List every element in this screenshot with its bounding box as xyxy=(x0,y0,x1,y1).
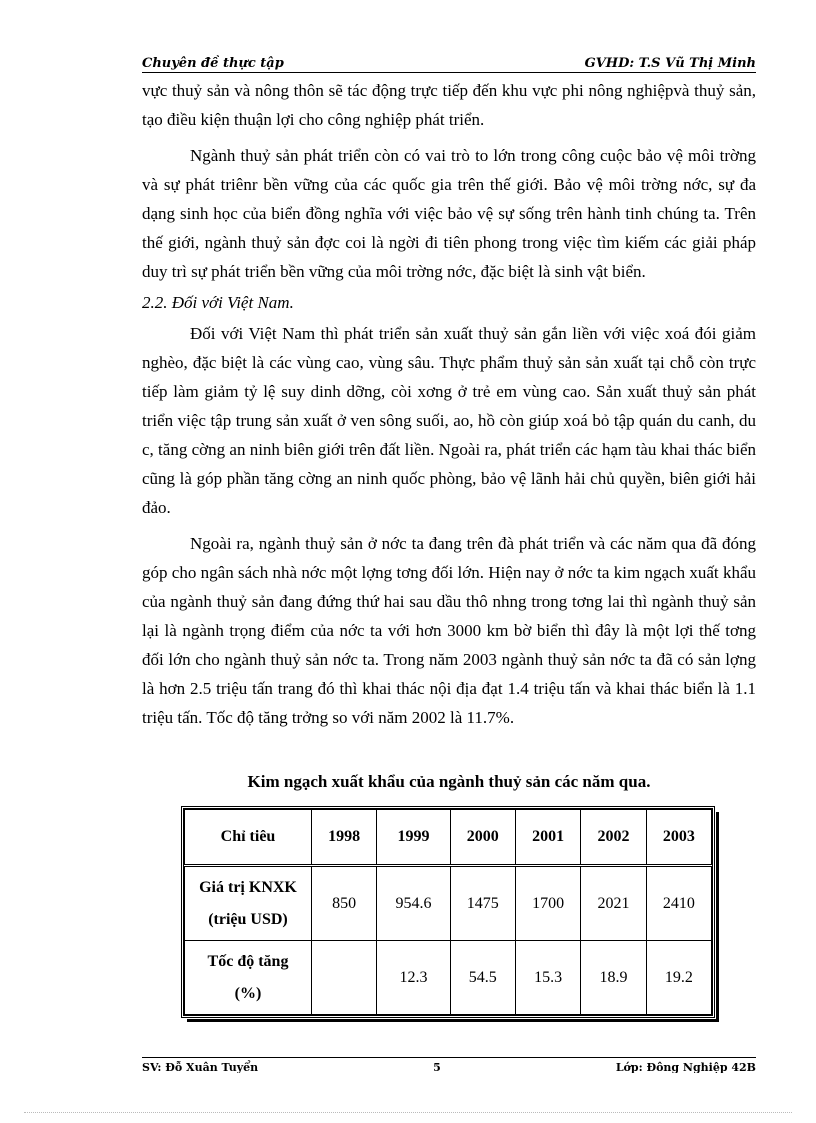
table-cell: 2410 xyxy=(646,866,711,941)
table-cell: 54.5 xyxy=(450,941,515,1015)
header-cell-year: 2001 xyxy=(515,810,580,866)
header-cell-label: Chỉ tiêu xyxy=(185,810,312,866)
footer-right: Lớp: Đông Nghiệp 42B xyxy=(615,1061,756,1073)
header-cell-year: 2002 xyxy=(581,810,646,866)
header-cell-year: 2000 xyxy=(450,810,515,866)
table-cell: 15.3 xyxy=(515,941,580,1015)
table-cell: 1475 xyxy=(450,866,515,941)
table-cell: 18.9 xyxy=(581,941,646,1015)
row-label-line: Tốc độ tăng xyxy=(207,952,289,970)
paragraph-4: Ngoài ra, ngành thuỷ sản ở nớc ta đang trên đà phát triển và các năm qua đã đóng góp cho ngân sách nhà nớc một lợng tơng đối lớn. Hiện nay ở nớc ta kim ngạch xuất khẩu của ngành thuỷ sản đang đứng thứ hai sau dầu thô nhng trong tơng lai thì ngành thuỷ sản lại là ngành trọng điểm của nớc ta với hơn 3000 km bờ biển thì đây là một lợi thế tơng đối lớn cho ngành thuỷ sản nớc ta. Trong năm 2003 ngành thuỷ sản nớc ta đã có sản lợng là hơn 2.5 triệu tấn trang đó thì khai thác nội địa đạt 1.4 triệu tấn và khai thác biển là 1.1 triệu tấn. Tốc độ tăng trởng so với năm 2002 là 11.7%. xyxy=(142,534,756,727)
page-number: 5 xyxy=(433,1061,441,1073)
page-edge-divider xyxy=(24,1112,792,1113)
table-cell xyxy=(312,941,377,1015)
footer-left: SV: Đỗ Xuân Tuyển xyxy=(142,1061,259,1073)
page-header xyxy=(142,52,756,73)
table-cell: 850 xyxy=(312,866,377,941)
table-row xyxy=(185,941,712,1015)
table-row xyxy=(185,866,712,941)
row-label-line: (triệu USD) xyxy=(208,910,288,928)
header-cell-year: 1998 xyxy=(312,810,377,866)
table-title: Kim ngạch xuất khẩu của ngành thuỷ sản các năm qua. xyxy=(247,772,651,791)
header-left: Chuyên đề thực tập xyxy=(142,56,284,71)
paragraph-2: Ngành thuỷ sản phát triển còn có vai trò to lớn trong công cuộc bảo vệ môi trờng và sự phát triênr bền vững của các quốc gia trên thế giới. Bảo vệ môi trờng nớc, sự đa dạng sinh học của biển đồng nghĩa với việc bảo vệ sự sống trên hành tinh chúng ta. Trên thế giới, ngành thuỷ sản đợc coi là ngời đi tiên phong trong việc tìm kiếm các giải pháp duy trì sự phát triển bền vững của môi trờng nớc, đặc biệt là sinh vật biển. xyxy=(142,146,756,281)
paragraph-1: vực thuỷ sản và nông thôn sẽ tác động trực tiếp đến khu vực phi nông nghiệpvà thuỷ sản, tạo điều kiện thuận lợi cho công nghiệp phát triển. xyxy=(142,81,756,129)
header-right: GVHD: T.S Vũ Thị Minh xyxy=(584,56,756,71)
export-table xyxy=(184,809,712,1015)
section-heading: 2.2. Đối với Việt Nam. xyxy=(142,293,294,312)
header-cell-year: 2003 xyxy=(646,810,711,866)
row-label xyxy=(185,941,312,1015)
header-cell-year: 1999 xyxy=(377,810,450,866)
table-cell: 19.2 xyxy=(646,941,711,1015)
table-cell: 12.3 xyxy=(377,941,450,1015)
page-footer xyxy=(142,1057,756,1073)
row-label-line: Giá trị KNXK xyxy=(199,878,297,896)
paragraph-3: Đối với Việt Nam thì phát triển sản xuất thuỷ sản gắn liền với việc xoá đói giảm nghèo, đặc biệt là các vùng cao, vùng sâu. Thực phẩm thuỷ sản sản xuất tại chỗ còn trực tiếp làm giảm tỷ lệ suy dinh dỡng, còi xơng ở trẻ em vùng cao. Sản xuất thuỷ sản phát triển việc tập trung sản xuất ở ven sông suối, ao, hồ còn giúp xoá bỏ tập quán du canh, du c, tăng cờng an ninh biên giới trên đất liền. Ngoài ra, phát triển các hạm tàu khai thác biển cũng là góp phần tăng cờng an ninh quốc phòng, bảo vệ lãnh hải chủ quyền, biên giới hải đảo. xyxy=(142,324,756,517)
table-cell: 2021 xyxy=(581,866,646,941)
table-header-row xyxy=(185,810,712,866)
table-cell: 1700 xyxy=(515,866,580,941)
data-table-frame xyxy=(181,806,715,1018)
document-body xyxy=(142,76,756,732)
row-label xyxy=(185,866,312,941)
row-label-line: (%) xyxy=(234,984,262,1002)
table-cell: 954.6 xyxy=(377,866,450,941)
